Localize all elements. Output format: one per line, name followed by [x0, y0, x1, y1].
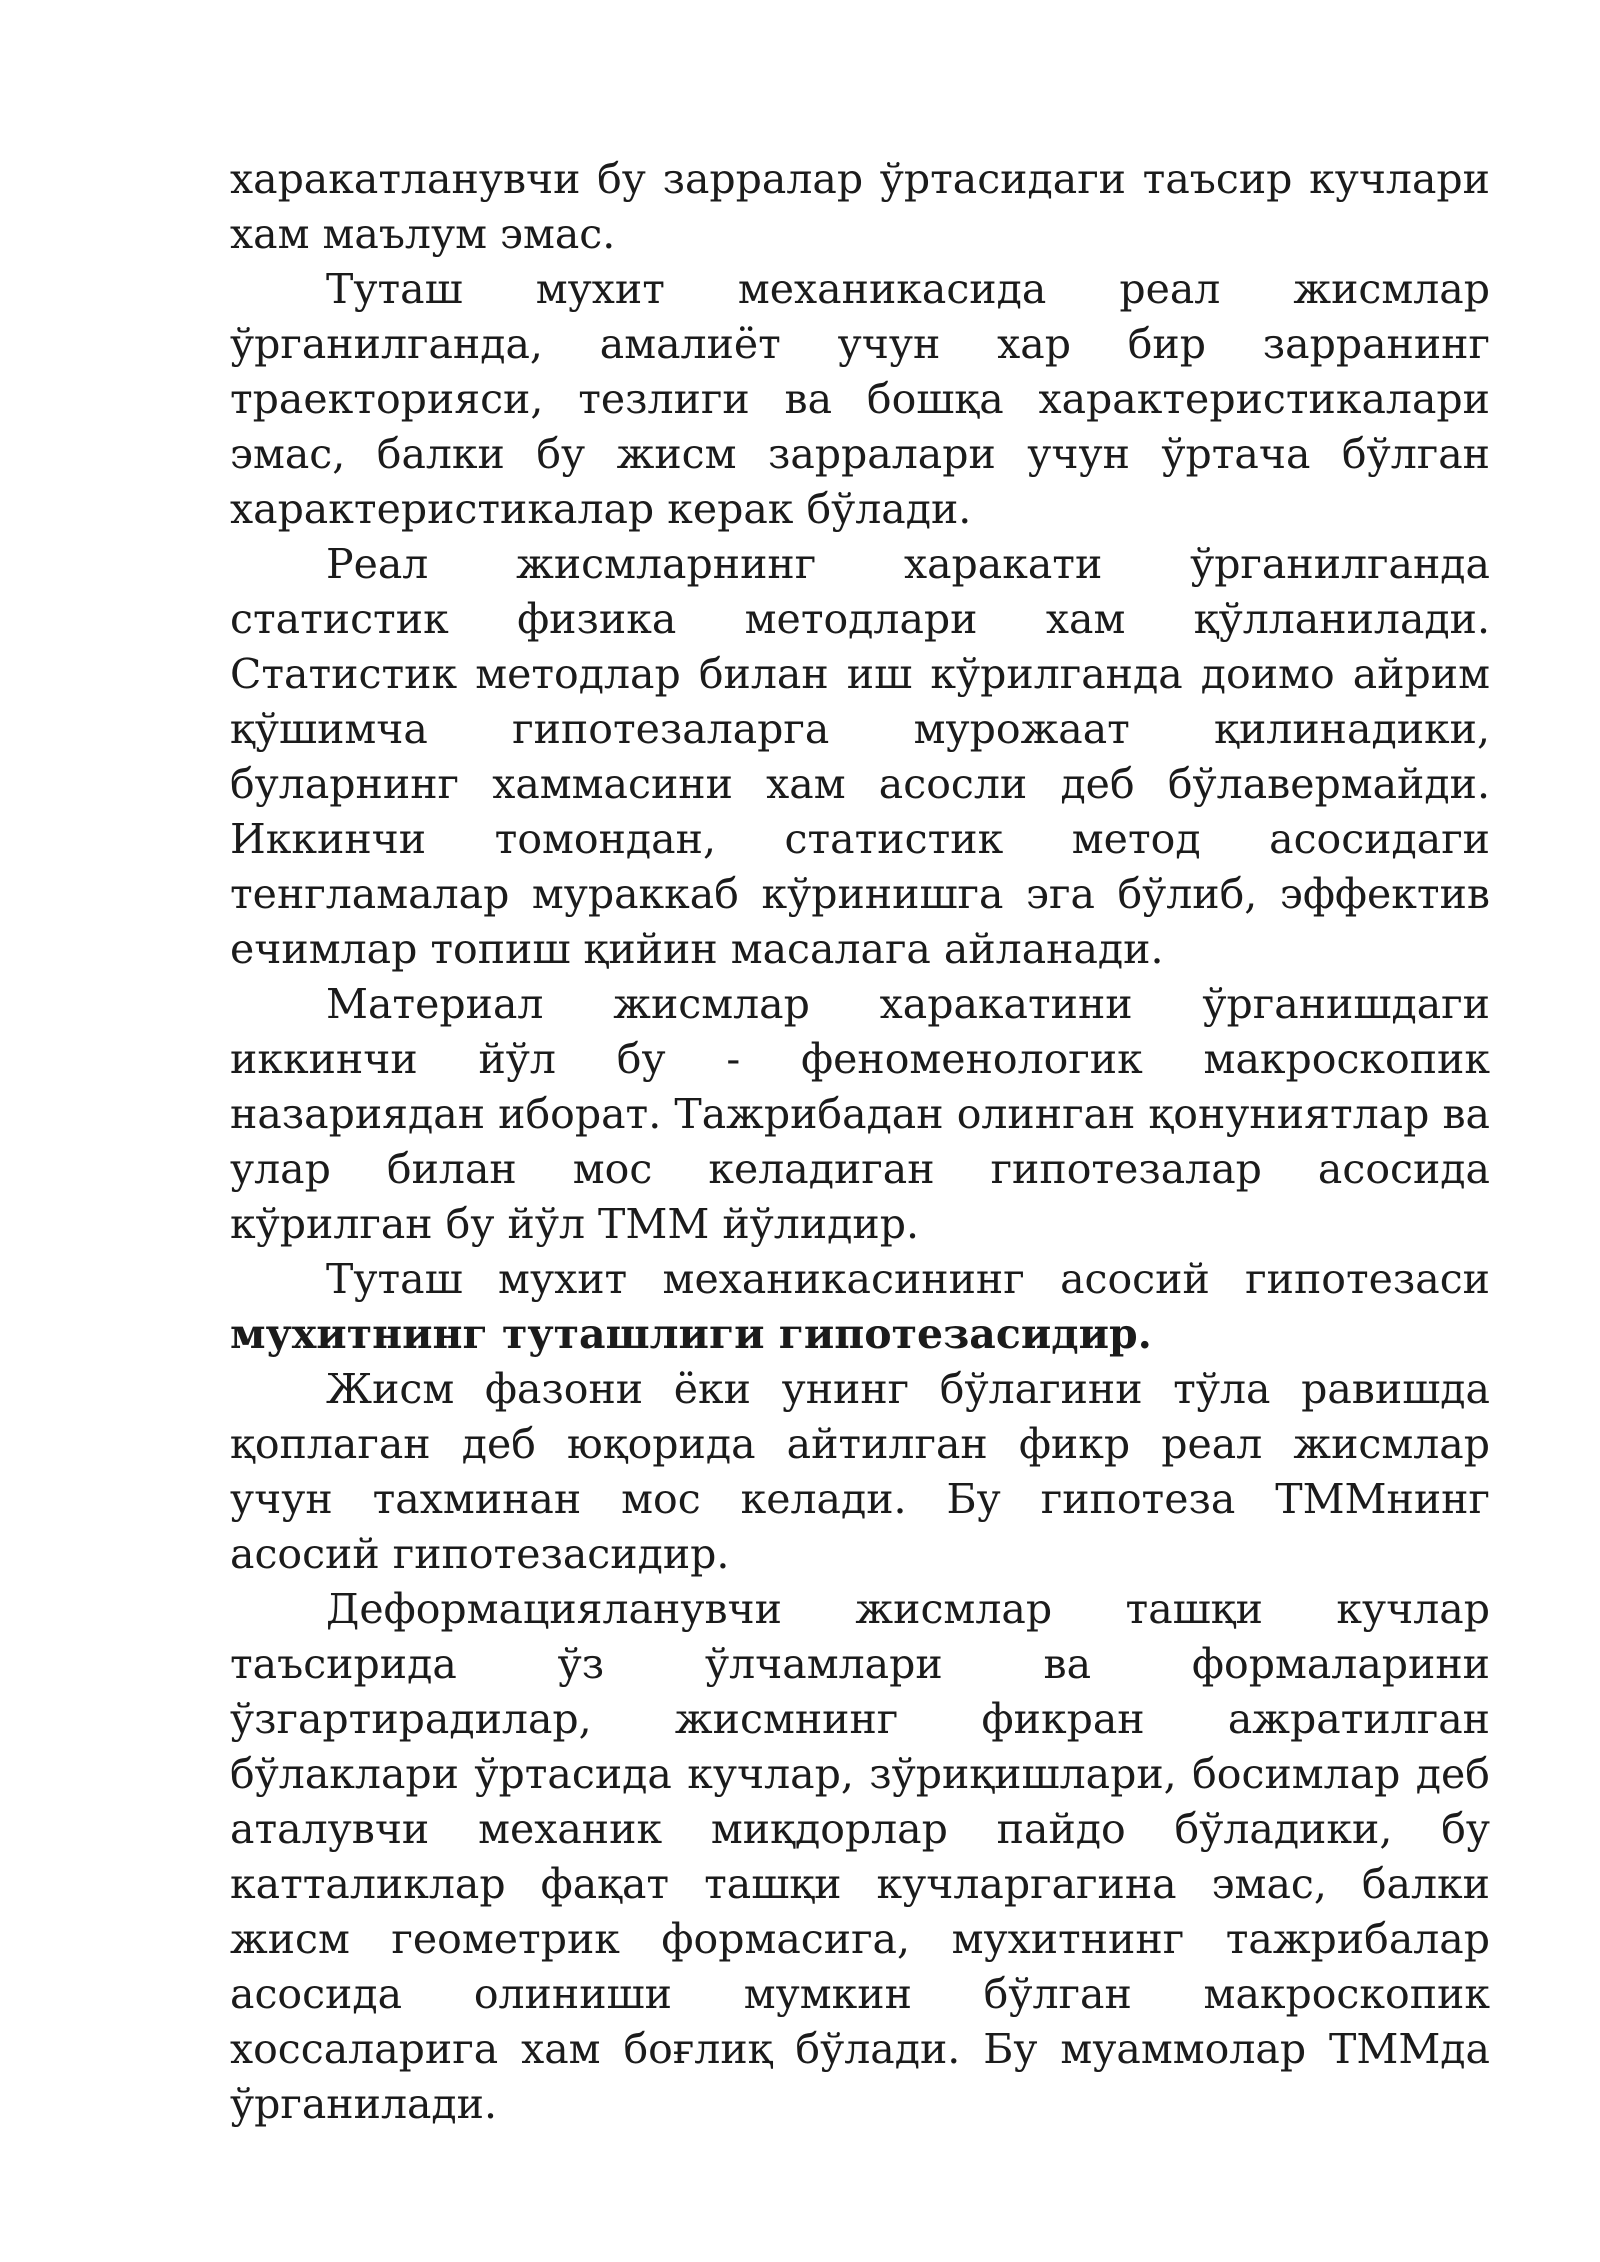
paragraph-text: Жисм фазони ёки унинг бўлагини тўла равишда қоплаган деб юқорида айтилган фикр реал жисмлар учун тахминан мос келади. Бу гипотеза ТММнинг асосий гипотезасидир.: [230, 1365, 1490, 1578]
paragraph-main-hypothesis: [230, 1252, 1490, 1362]
paragraph-statistical-methods: [230, 537, 1490, 977]
paragraph-phenomenological-theory: [230, 977, 1490, 1252]
paragraph-bold-text: мухитнинг туташлиги гипотезасидир.: [230, 1310, 1152, 1358]
paragraph-text: Туташ мухит механикасида реал жисмлар ўрганилганда, амалиёт учун хар бир зарранинг траекторияси, тезлиги ва бошқа характеристикалари эмас, балки бу жисм зарралари учун ўртача бўлган характеристикалар керак бўлади.: [230, 265, 1490, 533]
paragraph-text: Деформацияланувчи жисмлар ташқи кучлар таъсирида ўз ўлчамлари ва формаларини ўзгартирадилар, жисмнинг фикран ажратилган бўлаклари ўртасида кучлар, зўриқишлари, босимлар деб аталувчи механик миқдорлар пайдо бўладики, бу катталиклар фақат ташқи кучларгагина эмас, балки жисм геометрик формасига, мухитнинг тажрибалар асосида олиниши мумкин бўлган макроскопик хоссаларига хам боғлиқ бўлади. Бу муаммолар ТММда ўрганилади.: [230, 1585, 1490, 2128]
paragraph-text: Реал жисмларнинг харакати ўрганилганда статистик физика методлари хам қўлланилади. Статистик методлар билан иш кўрилганда доимо айрим қўшимча гипотезаларга мурожаат қилинадики, буларнинг хаммасини хам асосли деб бўлавермайди. Иккинчи томондан, статистик метод асосидаги тенгламалар мураккаб кўринишга эга бўлиб, эффектив ечимлар топиш қийин масалага айланади.: [230, 540, 1490, 973]
paragraph-text: Туташ мухит механикасининг асосий гипотезаси: [326, 1255, 1490, 1303]
paragraph-text: Материал жисмлар харакатини ўрганишдаги иккинчи йўл бу - феноменологик макроскопик назариядан иборат. Тажрибадан олинган қонуниятлар ва улар билан мос келадиган гипотезалар асосида кўрилган бу йўл ТММ йўлидир.: [230, 980, 1490, 1248]
paragraph-continuum-mechanics-study: [230, 262, 1490, 537]
paragraph-text: харакатланувчи бу зарралар ўртасидаги таъсир кучлари хам маълум эмас.: [230, 155, 1490, 258]
paragraph-continuation: [230, 152, 1490, 262]
paragraph-continuity-note: [230, 1362, 1490, 1582]
document-body: [230, 152, 1490, 2132]
paragraph-deformable-bodies: [230, 1582, 1490, 2132]
